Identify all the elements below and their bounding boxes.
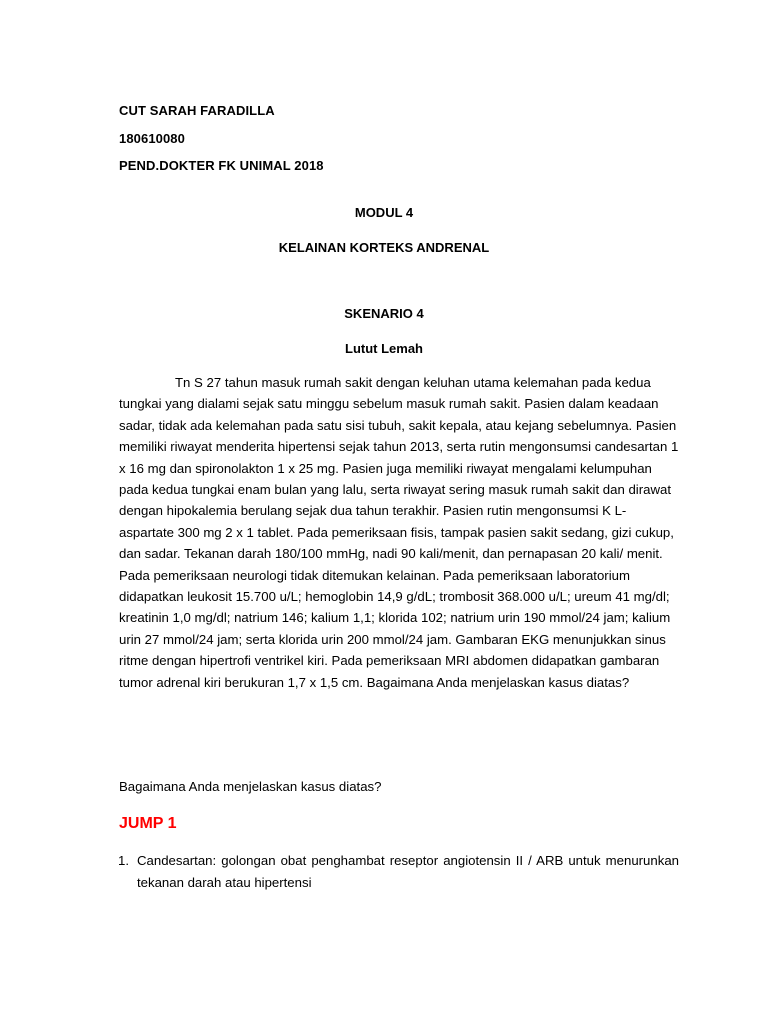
scenario-question: Bagaimana Anda menjelaskan kasus diatas? xyxy=(119,779,382,794)
module-title: MODUL 4 xyxy=(354,205,414,220)
author-name: CUT SARAH FARADILLA xyxy=(119,103,275,118)
scenario-title: Lutut Lemah xyxy=(345,341,423,356)
student-id: 180610080 xyxy=(119,131,185,146)
module-subtitle: KELAINAN KORTEKS ANDRENAL xyxy=(278,240,490,255)
list-item-number: 1. xyxy=(118,853,129,868)
scenario-paragraph xyxy=(119,372,679,693)
list-item-text: Candesartan: golongan obat penghambat reseptor angiotensin II / ARB untuk menurunkan tekanan darah atau hipertensi xyxy=(137,853,679,890)
study-program: PEND.DOKTER FK UNIMAL 2018 xyxy=(119,158,324,173)
jump-heading: JUMP 1 xyxy=(119,815,177,832)
jump-list xyxy=(119,850,679,894)
list-item xyxy=(119,850,679,894)
scenario-body: Tn S 27 tahun masuk rumah sakit dengan keluhan utama kelemahan pada kedua tungkai yang dialami sejak satu minggu sebelum masuk rumah sakit. Pasien dalam keadaan sadar, tidak ada kelemahan pada satu sisi tubuh, sakit kepala, atau kejang sebelumnya. Pasien memiliki riwayat menderita hipertensi sejak tahun 2013, serta rutin mengonsumsi candesartan 1 x 16 mg dan spironolakton 1 x 25 mg. Pasien juga memiliki riwayat mengalami kelumpuhan pada kedua tungkai enam bulan yang lalu, serta riwayat sering masuk rumah sakit dan dirawat dengan hipokalemia berulang sejak dua tahun terakhir. Pasien rutin mengonsumsi K L-aspartate 300 mg 2 x 1 tablet. Pada pemeriksaan fisis, tampak pasien sakit sedang, gizi cukup, dan sadar. Tekanan darah 180/100 mmHg, nadi 90 kali/menit, dan pernapasan 20 kali/ menit. Pada pemeriksaan neurologi tidak ditemukan kelainan. Pada pemeriksaan laboratorium didapatkan leukosit 15.700 u/L; hemoglobin 14,9 g/dL; trombosit 368.000 u/L; ureum 41 mg/dl; kreatinin 1,0 mg/dl; natrium 146; kalium 1,1; klorida 102; natrium urin 190 mmol/24 jam; kalium urin 27 mmol/24 jam; serta klorida urin 200 mmol/24 jam. Gambaran EKG menunjukkan sinus ritme dengan hipertrofi ventrikel kiri. Pada pemeriksaan MRI abdomen didapatkan gambaran tumor adrenal kiri berukuran 1,7 x 1,5 cm. Bagaimana Anda menjelaskan kasus diatas? xyxy=(119,375,679,690)
scenario-label: SKENARIO 4 xyxy=(344,306,424,321)
